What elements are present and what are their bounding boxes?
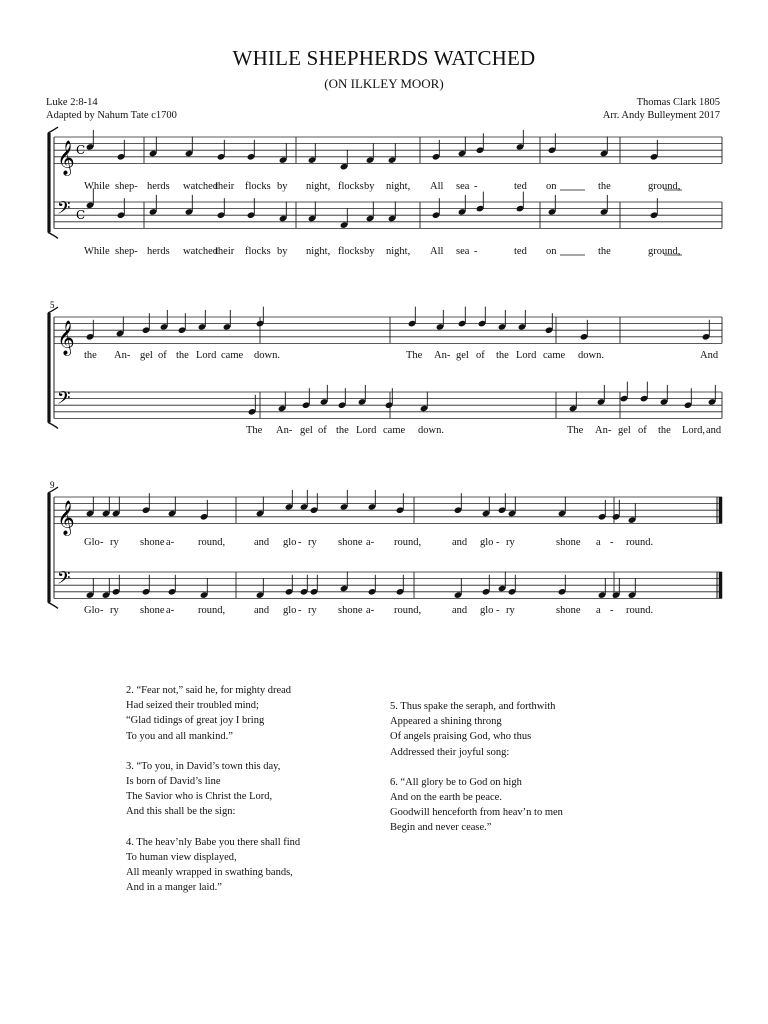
lyric-syllable: and	[452, 605, 468, 616]
lyric-syllable: herds	[147, 181, 170, 192]
lyric-syllable: a	[596, 605, 601, 616]
lyric-syllable: Glo	[84, 537, 100, 548]
lyric-syllable: The	[406, 350, 423, 361]
lyric-syllable: shone	[140, 605, 165, 616]
lyric-syllable: ted	[514, 181, 527, 192]
lyric-syllable: gel	[456, 350, 469, 361]
lyric-syllable: The	[567, 425, 584, 436]
bass-clef-icon: 𝄢	[57, 388, 71, 413]
lyric-syllable: All	[430, 246, 444, 257]
lyric-syllable: -	[610, 537, 614, 548]
lyric-syllable: glo	[283, 605, 297, 616]
lyric-syllable: -	[474, 246, 478, 257]
lyric-syllable: and	[254, 537, 270, 548]
lyric-syllable: ry	[110, 605, 119, 616]
lyric-syllable: down.	[254, 350, 280, 361]
lyric-syllable: Lord	[356, 425, 377, 436]
lyric-syllable: An-	[114, 350, 131, 361]
lyric-syllable: herds	[147, 246, 170, 257]
lyric-syllable: glo	[480, 605, 494, 616]
lyric-syllable: round,	[394, 537, 422, 548]
lyric-syllable: came	[543, 350, 566, 361]
lyric-syllable: watched	[183, 246, 218, 257]
lyric-syllable: the	[336, 425, 349, 436]
lyric-syllable: their	[215, 181, 235, 192]
lyric-syllable: round,	[198, 605, 226, 616]
lyric-syllable: night,	[306, 181, 331, 192]
lyric-syllable: watched	[183, 181, 218, 192]
time-signature: C	[76, 208, 86, 223]
lyric-syllable: An-	[434, 350, 451, 361]
lyric-syllable: round.	[626, 537, 654, 548]
lyric-syllable: Glo	[84, 605, 100, 616]
lyric-syllable: the	[84, 350, 97, 361]
lyric-syllable: An-	[595, 425, 612, 436]
lyric-syllable: shep-	[115, 246, 138, 257]
bracket-hook-bottom	[48, 422, 58, 428]
lyric-syllable: by	[364, 246, 375, 257]
bracket-hook-top	[48, 127, 58, 133]
lyric-syllable: sea	[456, 246, 470, 257]
bracket-hook-bottom	[48, 602, 58, 608]
lyric-syllable: Lord	[196, 350, 217, 361]
lyric-syllable: down.	[578, 350, 604, 361]
lyric-syllable: on	[546, 181, 557, 192]
lyric-syllable: And	[700, 350, 719, 361]
lyric-syllable: shep-	[115, 181, 138, 192]
arranger-name: Arr. Andy Bulleyment 2017	[602, 110, 720, 121]
lyric-syllable: round,	[394, 605, 422, 616]
scripture-reference: Luke 2:8-14	[46, 97, 98, 108]
lyric-syllable: the	[176, 350, 189, 361]
lyric-syllable: While	[84, 181, 110, 192]
song-title: WHILE SHEPHERDS WATCHED	[232, 46, 536, 70]
lyric-syllable: the	[658, 425, 671, 436]
lyric-syllable: -	[100, 537, 104, 548]
lyric-syllable: round,	[198, 537, 226, 548]
lyric-syllable: the	[598, 181, 611, 192]
lyric-syllable: -	[100, 605, 104, 616]
measure-number: 5	[50, 300, 55, 310]
lyric-syllable: their	[215, 246, 235, 257]
lyric-syllable: flocks	[245, 181, 271, 192]
lyric-syllable: of	[158, 350, 167, 361]
lyric-syllable: by	[277, 246, 288, 257]
lyric-syllable: down.	[418, 425, 444, 436]
lyric-syllable: ry	[506, 605, 515, 616]
treble-clef-icon: 𝄞	[57, 140, 75, 176]
measure-number: 9	[50, 480, 55, 490]
lyric-syllable: gel	[618, 425, 631, 436]
time-signature: C	[76, 143, 86, 158]
lyric-syllable: While	[84, 246, 110, 257]
lyric-syllable: shone	[556, 537, 581, 548]
verse-2: 2. “Fear not,” said he, for mighty dread Had seized their troubled mind; “Glad tidings of great joy I bring To you and all mankind.”	[126, 685, 292, 742]
lyric-syllable: The	[246, 425, 263, 436]
lyric-syllable: An-	[276, 425, 293, 436]
lyric-syllable: night,	[306, 246, 331, 257]
treble-clef-icon: 𝄞	[57, 320, 75, 356]
lyric-syllable: flocks	[338, 246, 364, 257]
lyric-syllable: -	[496, 605, 500, 616]
lyric-syllable: shone	[140, 537, 165, 548]
lyric-syllable: night,	[386, 181, 411, 192]
lyric-syllable: of	[638, 425, 647, 436]
verses-column-right	[390, 699, 650, 851]
lyric-syllable: ry	[308, 605, 317, 616]
text-adaptation-credit: Adapted by Nahum Tate c1700	[46, 110, 177, 121]
verse-6: 6. “All glory be to God on high And on the earth be peace. Goodwill henceforth from heav’n to men Begin and never cease.”	[390, 776, 563, 834]
lyric-syllable: round.	[626, 605, 654, 616]
lyric-syllable: gel	[300, 425, 313, 436]
lyric-syllable: shone	[338, 537, 363, 548]
lyric-syllable: and	[254, 605, 270, 616]
treble-clef-icon: 𝄞	[57, 500, 75, 536]
lyric-syllable: by	[364, 181, 375, 192]
lyric-syllable: a	[596, 537, 601, 548]
notes	[86, 130, 717, 599]
lyric-syllable: a-	[166, 537, 175, 548]
lyric-syllable: Lord	[516, 350, 537, 361]
lyric-syllable: -	[610, 605, 614, 616]
lyric-syllable: -	[298, 605, 302, 616]
lyric-syllable: of	[476, 350, 485, 361]
lyric-syllable: glo	[480, 537, 494, 548]
lyric-syllable: glo	[283, 537, 297, 548]
verse-5: 5. Thus spake the seraph, and forthwith Appeared a shining throng Of angels praising God, who thus Addressed their joyful song:	[390, 701, 556, 758]
lyric-syllable: ground,	[648, 181, 681, 192]
lyric-syllable: the	[598, 246, 611, 257]
lyric-syllable: came	[221, 350, 244, 361]
lyric-syllable: ry	[506, 537, 515, 548]
lyric-syllable: gel	[140, 350, 153, 361]
lyric-syllable: All	[430, 181, 444, 192]
lyric-syllable: ted	[514, 246, 527, 257]
lyric-syllable: ry	[110, 537, 119, 548]
lyric-syllable: flocks	[338, 181, 364, 192]
lyric-syllable: came	[383, 425, 406, 436]
lyric-syllable: the	[496, 350, 509, 361]
lyric-syllable: night,	[386, 246, 411, 257]
lyric-syllable: by	[277, 181, 288, 192]
bass-clef-icon: 𝄢	[57, 198, 71, 223]
lyric-syllable: Lord,	[682, 425, 706, 436]
lyric-syllable: ry	[308, 537, 317, 548]
lyric-syllable: shone	[556, 605, 581, 616]
composer-name: Thomas Clark 1805	[636, 97, 720, 108]
lyric-syllable: -	[474, 181, 478, 192]
lyric-syllable: of	[318, 425, 327, 436]
lyric-syllable: ground,	[648, 246, 681, 257]
verses-column-left	[126, 683, 366, 910]
lyric-syllable: -	[298, 537, 302, 548]
lyric-syllable: a-	[166, 605, 175, 616]
lyric-syllable: on	[546, 246, 557, 257]
verse-3: 3. “To you, in David’s town this day, Is born of David’s line The Savior who is Christ the Lord, And this shall be the sign:	[126, 760, 281, 818]
lyric-syllable: sea	[456, 181, 470, 192]
lyric-syllable: and	[706, 425, 722, 436]
bass-clef-icon: 𝄢	[57, 568, 71, 593]
lyric-syllable: a-	[366, 605, 375, 616]
bracket-hook-bottom	[48, 232, 58, 238]
lyric-syllable: a-	[366, 537, 375, 548]
lyric-syllable: shone	[338, 605, 363, 616]
lyric-syllable: and	[452, 537, 468, 548]
lyric-syllable: flocks	[245, 246, 271, 257]
song-subtitle: (ON ILKLEY MOOR)	[324, 76, 444, 91]
verse-4: 4. The heav’nly Babe you there shall find To human view displayed, All meanly wrapped in swathing bands, And in a manger laid.”	[126, 836, 301, 894]
lyric-syllable: -	[496, 537, 500, 548]
